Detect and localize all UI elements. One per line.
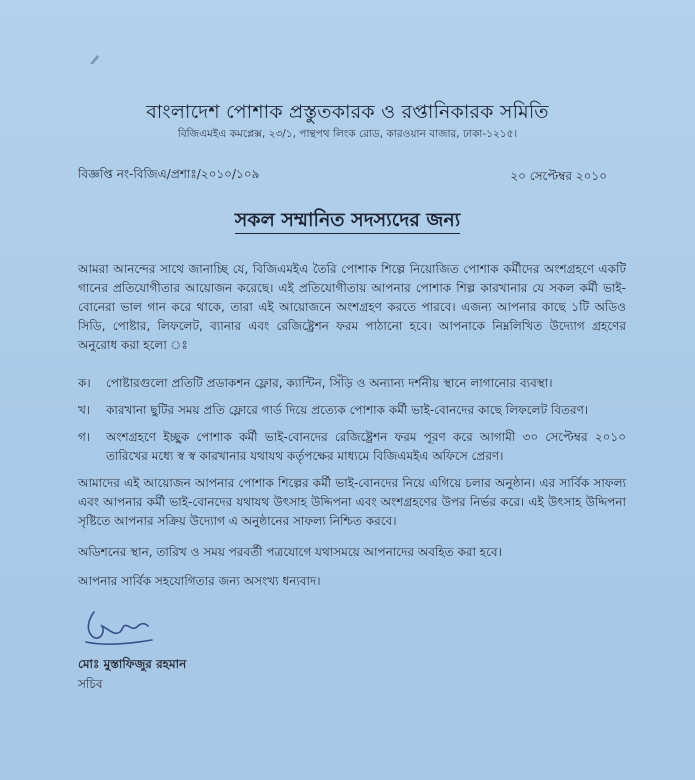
closing-paragraph: আমাদের এই আয়োজন আপনার পোশাক শিল্পের কর্মী ভাই-বোনদের নিয়ে এগিয়ে চলার অনুষ্ঠান। এর সার্বিক সাফল্য এবং আপনার কর্মী ভাই-বোনদের যথাযথ উৎসাহ উদ্দিপনা এবং অংশগ্রহণের উপর নির্ভর করে। এই উৎসাহ উদ্দিপনা সৃষ্টিতে আপনার সক্রিয় উদ্যোগ এ অনুষ্ঠানের সাফল্য নিশ্চিত করবে।: [78, 476, 626, 528]
pen-mark: [88, 52, 108, 66]
list-item-marker: খ।: [78, 403, 91, 417]
intro-paragraph: আমরা আনন্দের সাথে জানাচ্ছি যে, বিজিএমইএ তৈরি পোশাক শিল্পে নিয়োজিত পোশাক কর্মীদের অংশগ্রহণে একটি গানের প্রতিযোগীতার আয়োজন করেছে। এই প্রতিযোগীতায় আপনার পোশাক শিল্প কারখানার যে সকল কর্মী ভাই-বোনেরা ভাল গান করে থাকে, তারা এই আয়োজনে অংশগ্রহণ করতে পারবে। এজন্য আপনার কাছে ১টি অডিও সিডি, পোষ্টার, লিফলেট, ব্যানার এবং রেজিষ্ট্রেশন ফরম পাঠানো হবে। আপনাকে নিম্নলিখিত উদ্যোগ গ্রহণের অনুরোধ করা হলো ঃ: [78, 262, 626, 352]
notice-reference: বিজ্ঞপ্তি নং-বিজিএ/প্রশাঃ/২০১০/১০৯: [78, 167, 260, 181]
list-item-text: কারখানা ছুটির সময় প্রতি ফ্লোরে গার্ড দিয়ে প্রত্যেক পোশাক কর্মী ভাই-বোনদের কাছে লিফলেট বিতরণ।: [106, 403, 589, 417]
list-item-marker: ক।: [78, 376, 91, 390]
notice-heading-text: সকল সম্মানিত সদস্যদের জন্য: [235, 209, 461, 234]
signatory-name: মোঃ মুস্তাফিজুর রহমান: [78, 657, 187, 671]
list-item-text: অংশগ্রহণে ইচ্ছুক পোশাক কর্মী ভাই-বোনদের রেজিষ্ট্রেশন ফরম পূরণ করে আগামী ৩০ সেপ্টেম্বর ২০১০ তারিখের মধ্যে স্ব স্ব কারখানার যথাযথ কর্তৃপক্ষের মাধ্যমে বিজিএমইএ অফিসে প্রেরণ।: [106, 430, 626, 463]
list-item: [78, 401, 626, 420]
signatory-title: সচিব: [78, 677, 103, 691]
organization-title: বাংলাদেশ পোশাক প্রস্তুতকারক ও রপ্তানিকারক সমিতি: [146, 101, 549, 123]
notice-date: ২০ সেপ্টেম্বর ২০১০: [510, 169, 607, 183]
audition-note: অডিশনের স্থান, তারিখ ও সময় পরবর্তী পত্রযোগে যথাসময়ে আপনাদের অবহিত করা হবে।: [78, 545, 502, 559]
list-item-text: পোষ্টারগুলো প্রতিটি প্রডাকশন ফ্লোর, ক্যান্টিন, সিঁড়ি ও অন্যান্য দর্শনীয় স্থানে লাগানোর ব্যবস্থা।: [106, 376, 553, 390]
list-item: [78, 374, 626, 393]
list-item: [78, 428, 626, 466]
organization-address: বিজিএমইএ কমপ্লেক্স, ২৩/১, পান্থপথ লিংক রোড, কারওয়ান বাজার, ঢাকা-১২১৫।: [177, 128, 518, 140]
thanks-note: আপনার সার্বিক সহযোগিতার জন্য অসংখ্য ধন্যবাদ।: [78, 574, 321, 588]
notice-heading: [0, 206, 695, 238]
list-item-marker: গ।: [78, 430, 91, 444]
handwritten-signature: [80, 606, 170, 650]
